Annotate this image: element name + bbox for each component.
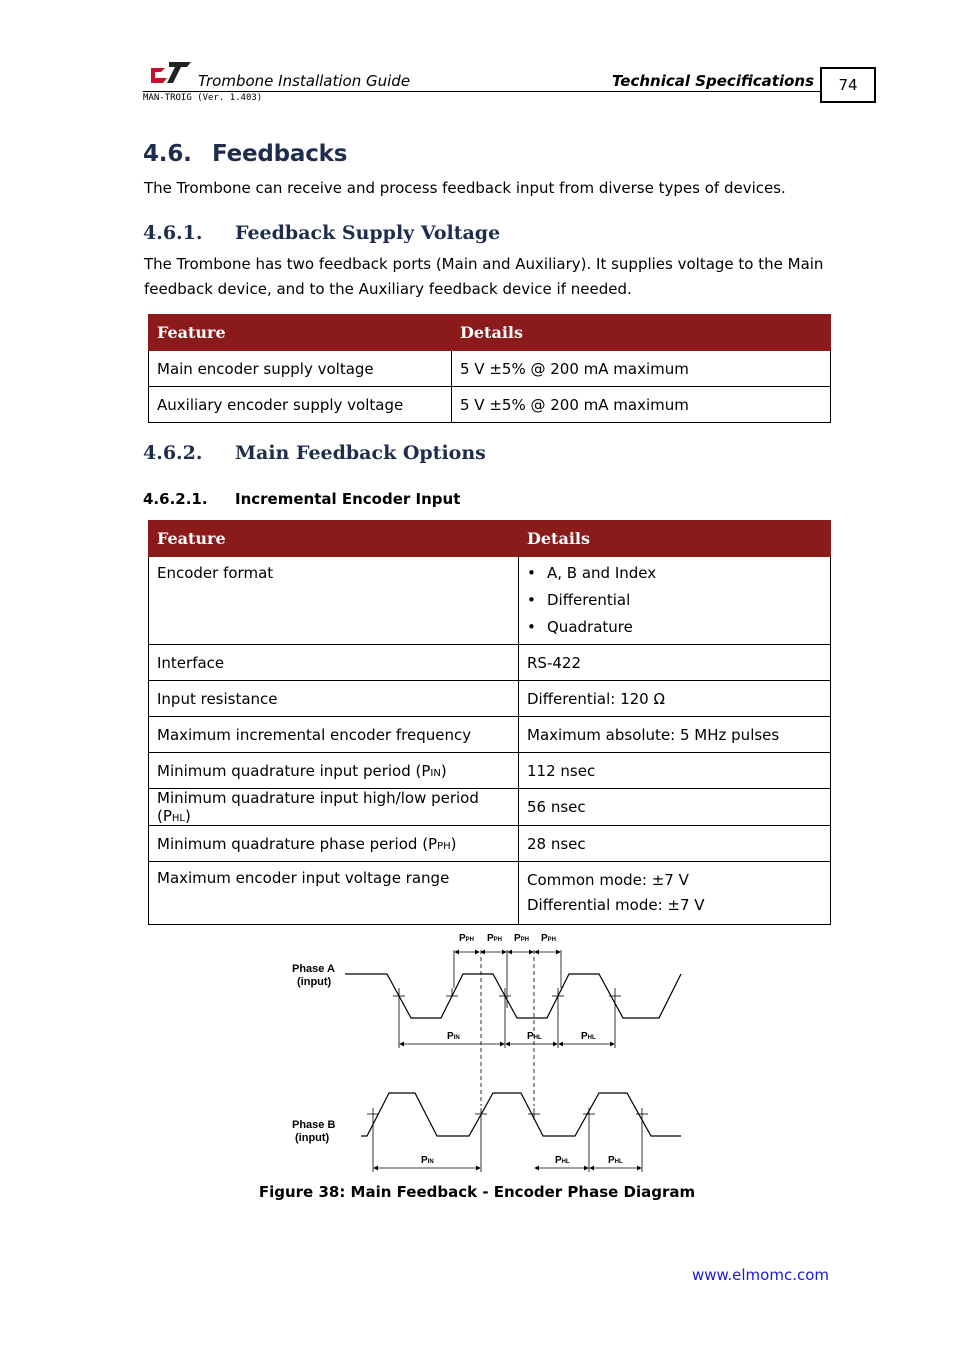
table-cell: Input resistance <box>149 681 519 717</box>
table-cell <box>519 557 831 645</box>
phase-b-waveform <box>361 1093 681 1136</box>
heading-number: 4.6. <box>143 141 192 167</box>
table-cell <box>149 789 519 826</box>
table-cell: Main encoder supply voltage <box>149 351 452 387</box>
cell-line: Differential mode: ±7 V <box>527 896 705 914</box>
subscript: HL <box>171 813 185 824</box>
table-cell <box>149 753 519 789</box>
cell-text: Minimum quadrature phase period (P <box>157 834 438 853</box>
phl-label: PHL <box>555 1155 570 1166</box>
phase-b-label: Phase B <box>292 1119 336 1131</box>
table-cell: 56 nsec <box>519 789 831 826</box>
column-header: Details <box>452 315 831 351</box>
page-number: 74 <box>820 67 876 103</box>
phase-a-sublabel: (input) <box>297 976 332 988</box>
heading-number: 4.6.2. <box>143 442 203 464</box>
pin-label: PIN <box>421 1155 434 1166</box>
phl-label: PHL <box>608 1155 623 1166</box>
heading-number: 4.6.1. <box>143 222 203 244</box>
heading-text: Main Feedback Options <box>235 442 486 464</box>
subscript: IN <box>430 767 441 779</box>
elmo-logo <box>147 58 191 84</box>
table-cell: 5 V ±5% @ 200 mA maximum <box>452 387 831 423</box>
table-cell: RS-422 <box>519 645 831 681</box>
pin-label: PIN <box>447 1031 460 1042</box>
subscript: PH <box>437 840 451 852</box>
paragraph-line: The Trombone has two feedback ports (Main and Auxiliary). It supplies voltage to the Main <box>144 255 824 273</box>
cell-line: Common mode: ±7 V <box>527 871 689 889</box>
table-cell: Auxiliary encoder supply voltage <box>149 387 452 423</box>
column-header: Feature <box>149 315 452 351</box>
heading-text: Feedback Supply Voltage <box>235 222 501 244</box>
heading-feedbacks <box>143 141 347 167</box>
phase-a-label: Phase A <box>292 963 336 975</box>
table-cell: Interface <box>149 645 519 681</box>
supply-voltage-table <box>148 314 831 423</box>
website-link[interactable]: www.elmomc.com <box>691 1266 829 1284</box>
table-row <box>149 387 831 423</box>
pph-label: PPH <box>541 933 557 944</box>
paragraph-line: feedback device, and to the Auxiliary feedback device if needed. <box>144 280 632 298</box>
heading-number: 4.6.2.1. <box>143 490 208 508</box>
table-row <box>149 557 831 645</box>
cell-text: Minimum quadrature input high/low period (P <box>157 789 479 825</box>
encoder-format-list <box>519 560 822 641</box>
table-row <box>149 351 831 387</box>
phl-label: PHL <box>527 1031 542 1042</box>
pph-arrows <box>454 950 561 1008</box>
heading-text: Feedbacks <box>212 141 348 167</box>
cell-text: ) <box>440 761 447 780</box>
table-cell: Encoder format <box>149 557 519 645</box>
phase-b-ticks <box>367 1108 648 1172</box>
pph-label: PPH <box>514 933 530 944</box>
table-cell: 112 nsec <box>519 753 831 789</box>
table-cell: Maximum incremental encoder frequency <box>149 717 519 753</box>
table-row <box>149 717 831 753</box>
table-cell <box>149 826 519 862</box>
table-cell: 28 nsec <box>519 826 831 862</box>
table-cell <box>519 862 831 925</box>
list-item: • Quadrature <box>519 614 822 641</box>
table-cell: Maximum absolute: 5 MHz pulses <box>519 717 831 753</box>
encoder-phase-diagram <box>285 928 685 1178</box>
document-title: Trombone Installation Guide <box>198 72 411 90</box>
cell-text: ) <box>185 807 191 825</box>
pph-label: PPH <box>459 933 475 944</box>
heading-incremental-encoder-input <box>143 490 460 508</box>
cell-text: Minimum quadrature input period (P <box>157 761 431 780</box>
pph-label: PPH <box>487 933 503 944</box>
supply-voltage-paragraph <box>144 252 823 302</box>
phl-label: PHL <box>581 1031 596 1042</box>
heading-main-feedback-options <box>143 442 486 464</box>
phase-b-sublabel: (input) <box>295 1132 330 1144</box>
table-header-row <box>149 521 831 557</box>
cell-text: ) <box>450 834 457 853</box>
list-item: • Differential <box>519 587 822 614</box>
table-row <box>149 789 831 826</box>
table-row <box>149 645 831 681</box>
heading-text: Incremental Encoder Input <box>235 490 461 508</box>
table-cell: Differential: 120 Ω <box>519 681 831 717</box>
heading-feedback-supply-voltage <box>143 222 500 244</box>
page-header <box>143 58 876 103</box>
table-row <box>149 862 831 925</box>
table-row <box>149 753 831 789</box>
section-title: Technical Specifications <box>611 72 814 90</box>
header-divider <box>143 91 821 92</box>
table-cell: 5 V ±5% @ 200 mA maximum <box>452 351 831 387</box>
table-cell: Maximum encoder input voltage range <box>149 862 519 925</box>
column-header: Feature <box>149 521 519 557</box>
table-header-row <box>149 315 831 351</box>
column-header: Details <box>519 521 831 557</box>
incremental-encoder-table <box>148 520 831 925</box>
figure-caption: Figure 38: Main Feedback - Encoder Phase Diagram <box>258 1183 696 1201</box>
table-row <box>149 826 831 862</box>
document-id: MAN-TROIG (Ver. 1.403) <box>143 93 263 103</box>
feedbacks-intro: The Trombone can receive and process feedback input from diverse types of devices. <box>144 179 786 197</box>
list-item: • A, B and Index <box>519 560 822 587</box>
table-row <box>149 681 831 717</box>
